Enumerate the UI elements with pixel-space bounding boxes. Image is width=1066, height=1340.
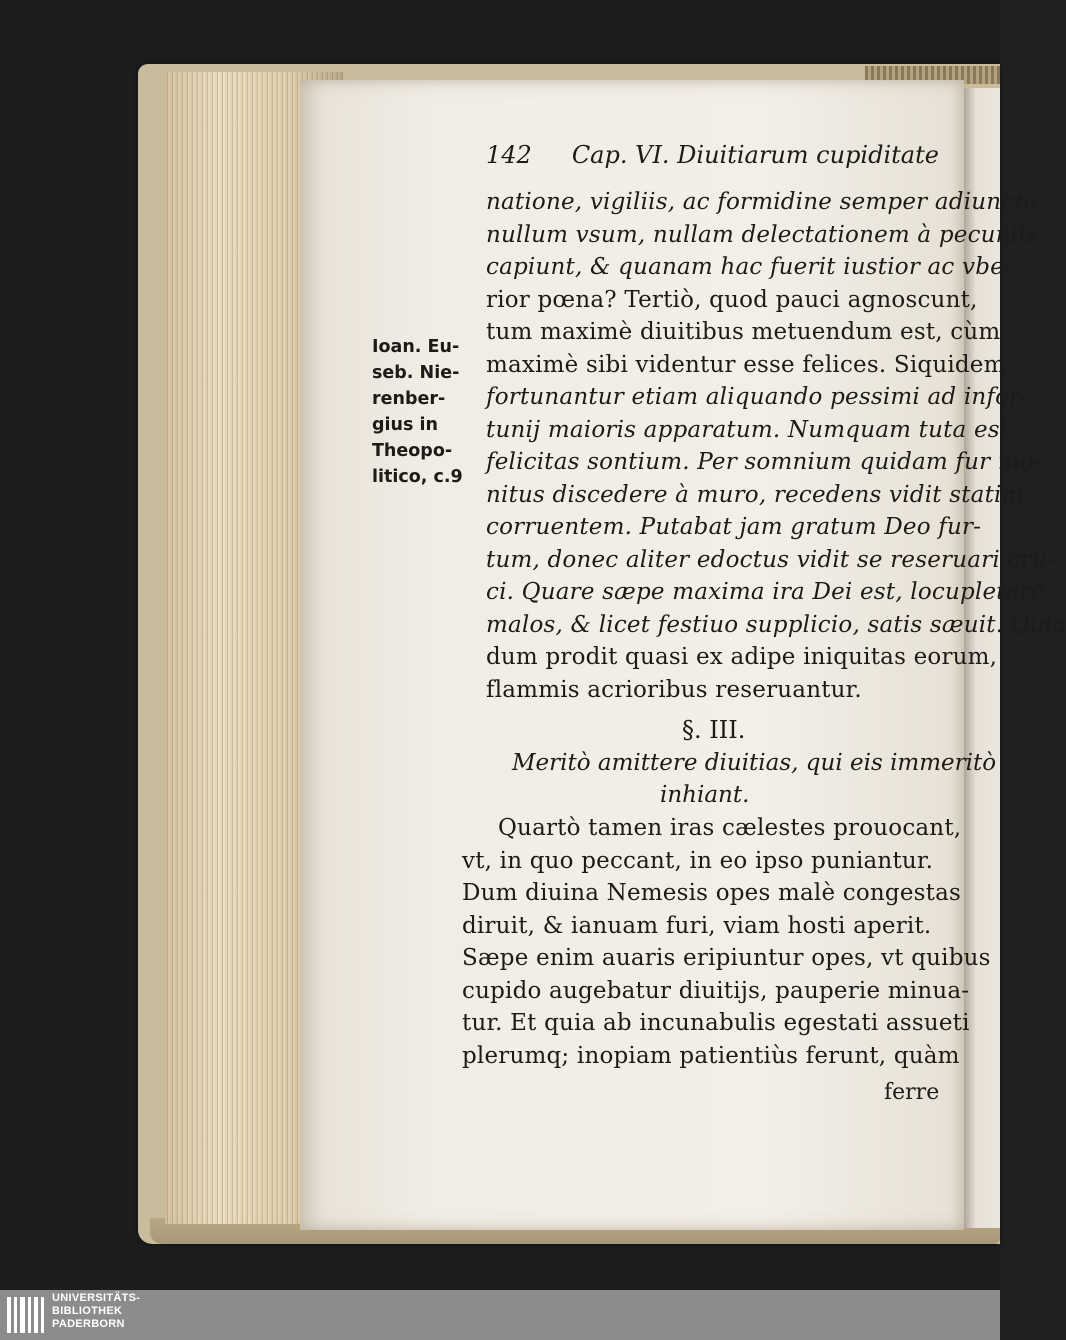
text-line: diruit, & ianuam furi, viam hosti aperit. — [462, 912, 932, 939]
running-head — [486, 141, 939, 169]
text-line: capiunt, & quanam hac fuerit iustior ac vbe- — [486, 254, 1012, 280]
catchword: ferre — [884, 1080, 940, 1105]
text-line: tum, donec aliter edoctus vidit se reseruari cru- — [486, 546, 1055, 573]
text-line: nullum vsum, nullam delectationem à pecuniis — [486, 221, 1038, 248]
text-line: natione, vigiliis, ac formidine semper adiuncta, — [486, 189, 1046, 215]
text-line: tum maximè diuitibus metuendum est, cùm — [486, 319, 1001, 345]
body-text-block-1 — [486, 186, 1066, 706]
text-line: felicitas sontium. Per somnium quidam fur mo- — [486, 449, 1042, 475]
text-line: Dum diuina Nemesis opes malè congestas — [462, 880, 962, 906]
text-line: ci. Quare sæpe maxima ira Dei est, locupletare — [486, 579, 1045, 605]
page-number: 142 — [486, 141, 532, 169]
margin-line: Ioan. Eu- — [372, 337, 460, 357]
library-footer — [0, 1290, 1000, 1340]
text-line: flammis acrioribus reseruantur. — [486, 676, 862, 703]
running-head-title: Cap. VI. Diuitiarum cupiditate — [571, 141, 939, 169]
margin-line: seb. Nie- — [372, 363, 460, 383]
marginal-note — [372, 334, 463, 490]
text-line: dum prodit quasi ex adipe iniquitas eorum, — [486, 644, 998, 670]
text-line: rior pœna? Tertiò, quod pauci agnoscunt, — [486, 286, 978, 313]
text-line: maximè sibi videntur esse felices. Siquidem — [486, 351, 1006, 378]
margin-line: gius in — [372, 415, 438, 435]
library-name-line: BIBLIOTHEK — [52, 1305, 123, 1317]
section-subtitle-line1: Meritò amittere diuitias, qui eis immeritò — [512, 750, 997, 776]
text-line: Sæpe enim auaris eripiuntur opes, vt quibus — [462, 945, 991, 971]
margin-line: renber- — [372, 389, 446, 409]
margin-line: litico, c.9 — [372, 467, 463, 487]
text-line: vt, in quo peccant, in eo ipso puniantur. — [462, 847, 934, 874]
library-name-line: PADERBORN — [52, 1318, 125, 1330]
section-subtitle-line2: inhiant. — [660, 782, 750, 808]
text-line: fortunantur etiam aliquando pessimi ad infor- — [486, 384, 1029, 410]
library-logo-icon — [6, 1294, 46, 1336]
text-line: nitus discedere à muro, recedens vidit statim — [486, 481, 1024, 508]
text-line: tur. Et quia ab incunabulis egestati assueti — [462, 1010, 970, 1036]
section-heading: §. III. — [682, 716, 746, 744]
body-text-block-2 — [462, 812, 991, 1072]
text-line: plerumq; inopiam patientiùs ferunt, quàm — [462, 1042, 960, 1069]
library-name-line: UNIVERSITÄTS- — [52, 1292, 141, 1304]
text-line: corruentem. Putabat jam gratum Deo fur- — [486, 514, 982, 540]
margin-line: Theopo- — [372, 441, 453, 461]
text-line: malos, & licet festiuo supplicio, satis sæuit. Quia — [486, 611, 1066, 638]
text-line: tunij maioris apparatum. Numquam tuta est — [486, 416, 1010, 443]
text-line: cupido augebatur diuitijs, pauperie minua- — [462, 977, 970, 1004]
library-name — [52, 1292, 140, 1331]
text-line: Quartò tamen iras cælestes prouocant, — [498, 815, 962, 841]
